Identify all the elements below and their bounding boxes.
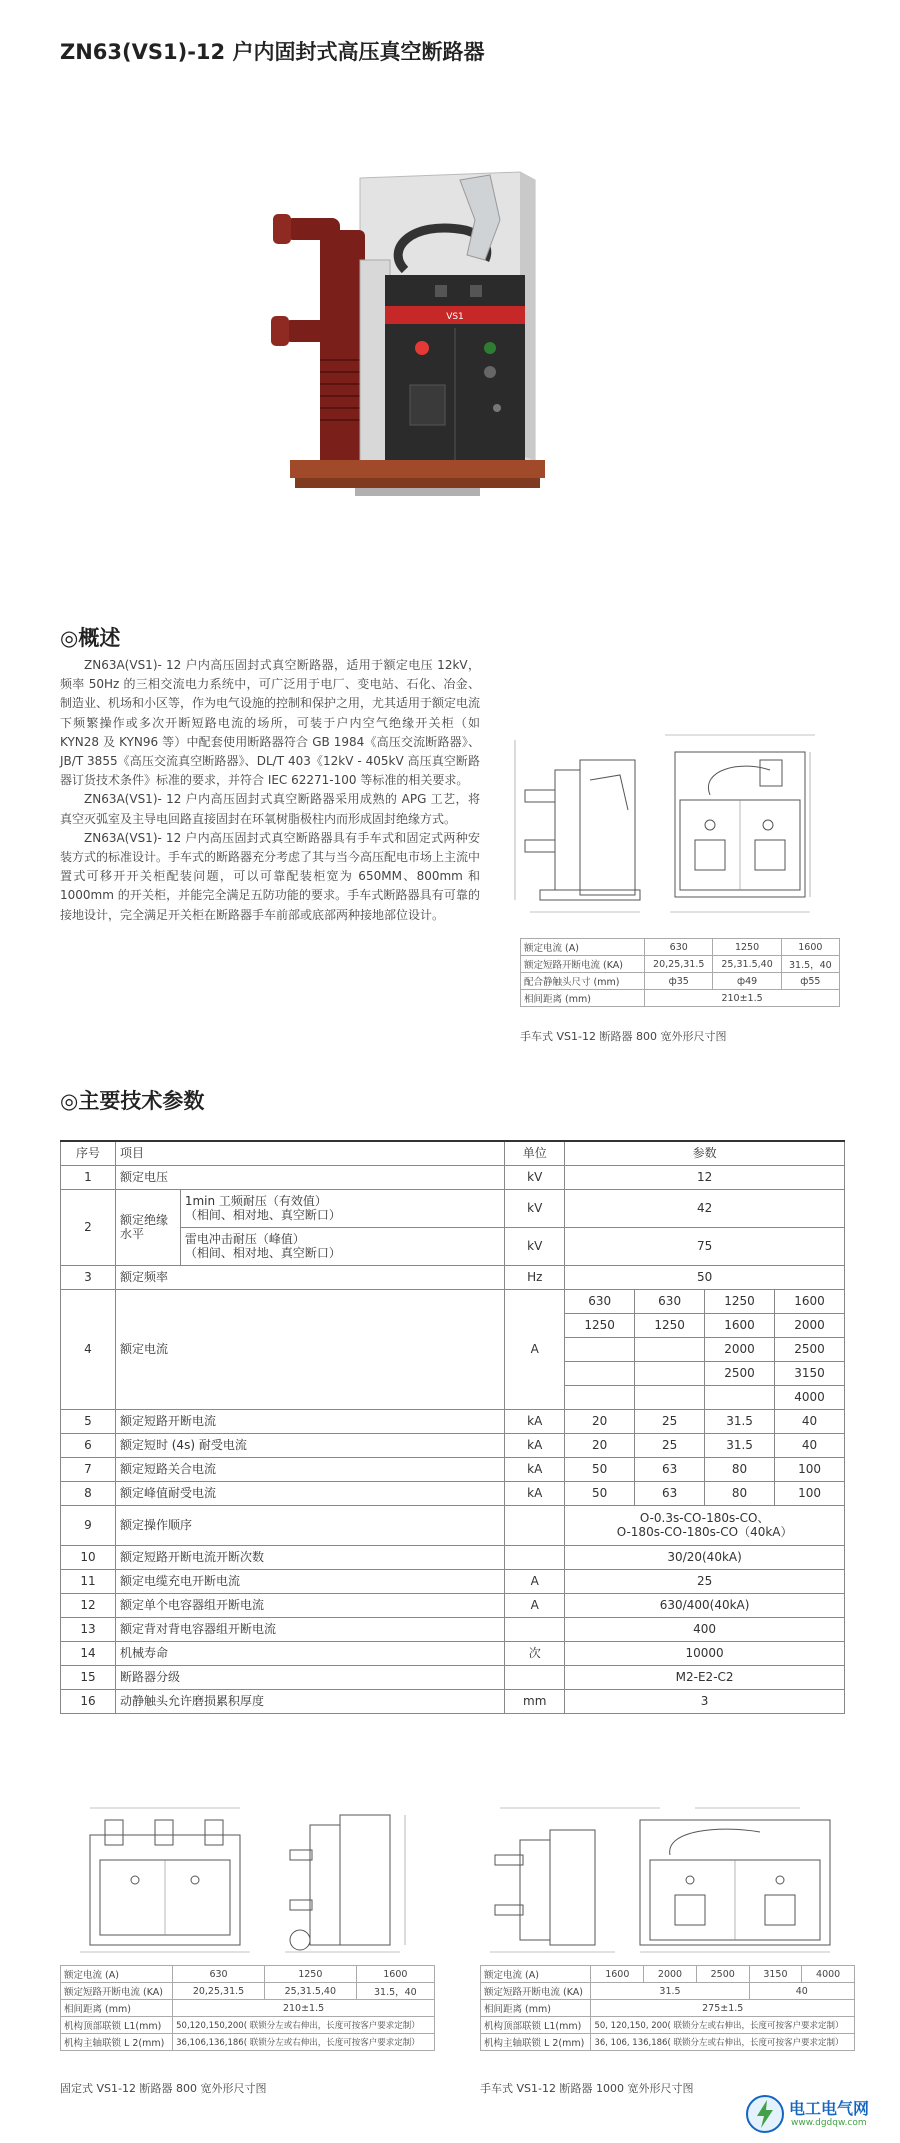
cell: 1 xyxy=(61,1165,116,1189)
cell: 63 xyxy=(635,1457,705,1481)
cell: 2 xyxy=(61,1189,116,1265)
cell: 额定操作顺序 xyxy=(115,1505,504,1545)
table-row xyxy=(521,990,840,1007)
cell: 机构主轴联锁 L 2(mm) xyxy=(61,2034,173,2051)
cell: 额定短路开断电流开断次数 xyxy=(115,1545,504,1569)
cell: 10000 xyxy=(565,1641,845,1665)
cell xyxy=(505,1505,565,1545)
cell: 4000 xyxy=(775,1385,845,1409)
cell: 4000 xyxy=(802,1966,855,1983)
cell: 75 xyxy=(565,1227,845,1265)
cell: 1250 xyxy=(713,939,781,956)
cell: 相间距离 (mm) xyxy=(61,2000,173,2017)
cell: 2500 xyxy=(775,1337,845,1361)
cell: 机构主轴联锁 L 2(mm) xyxy=(481,2034,591,2051)
cell: 400 xyxy=(565,1617,845,1641)
cell: 额定短路关合电流 xyxy=(115,1457,504,1481)
fixed-800-drawing xyxy=(60,1800,440,1960)
cell xyxy=(505,1665,565,1689)
cell: 3 xyxy=(61,1265,116,1289)
cell: 100 xyxy=(775,1481,845,1505)
cell: 额定电流 (A) xyxy=(61,1966,173,1983)
cell: 50 xyxy=(565,1457,635,1481)
cell: 额定短时 (4s) 耐受电流 xyxy=(115,1433,504,1457)
cell: 210±1.5 xyxy=(173,2000,435,2017)
cell: 31.5 xyxy=(591,1983,749,2000)
watermark-logo xyxy=(745,2090,895,2140)
cell: 25,31.5,40 xyxy=(264,1983,356,2000)
cell: 31.5 xyxy=(705,1433,775,1457)
cell: M2-E2-C2 xyxy=(565,1665,845,1689)
cell: 2000 xyxy=(775,1313,845,1337)
cell: 14 xyxy=(61,1641,116,1665)
panel-label: VS1 xyxy=(446,312,464,322)
cell xyxy=(565,1505,845,1545)
cell xyxy=(635,1337,705,1361)
cell xyxy=(180,1189,504,1227)
cell: 1600 xyxy=(705,1313,775,1337)
cell: 动静触头允许磨损累积厚度 xyxy=(115,1689,504,1713)
trolley-800-drawing xyxy=(510,730,830,925)
table-row xyxy=(521,939,840,956)
cell: 7 xyxy=(61,1457,116,1481)
cell: 2000 xyxy=(705,1337,775,1361)
cell: A xyxy=(505,1289,565,1409)
cell: 3 xyxy=(565,1689,845,1713)
table-row xyxy=(61,1265,845,1289)
specs-table xyxy=(60,1140,845,1714)
cell: 配合静触头尺寸 (mm) xyxy=(521,973,645,990)
cell: 3150 xyxy=(775,1361,845,1385)
cell: 50, 120,150, 200( 联锁分左或右伸出，长度可按客户要求定制） xyxy=(591,2017,855,2034)
cell: 50 xyxy=(565,1481,635,1505)
cell: Hz xyxy=(505,1265,565,1289)
trolley-1000-drawing xyxy=(480,1800,850,1960)
cell-line: （相间、相对地、真空断口） xyxy=(184,1246,341,1260)
cell: 20,25,31.5 xyxy=(173,1983,265,2000)
cell xyxy=(635,1385,705,1409)
cell: kA xyxy=(505,1409,565,1433)
table-row xyxy=(481,2034,855,2051)
overview-paragraph-2: ZN63A(VS1)- 12 户内高压固封式真空断路器采用成熟的 APG 工艺，将真空灭弧室及主导电回路直接固封在环氧树脂极柱内而形成固封绝缘方式。 xyxy=(60,792,480,826)
cell: 210±1.5 xyxy=(645,990,840,1007)
cell: mm xyxy=(505,1689,565,1713)
cell: 6 xyxy=(61,1433,116,1457)
cell: 相间距离 (mm) xyxy=(521,990,645,1007)
table-row xyxy=(61,1617,845,1641)
cell: 额定峰值耐受电流 xyxy=(115,1481,504,1505)
cell xyxy=(705,1385,775,1409)
cell: 5 xyxy=(61,1409,116,1433)
cell: kA xyxy=(505,1457,565,1481)
table-row xyxy=(61,1983,435,2000)
table-row xyxy=(61,1457,845,1481)
cell: 630 xyxy=(173,1966,265,1983)
cell: 100 xyxy=(775,1457,845,1481)
cell xyxy=(180,1227,504,1265)
cell: 2500 xyxy=(696,1966,749,1983)
cell xyxy=(565,1361,635,1385)
cell: kV xyxy=(505,1189,565,1227)
cell: 40 xyxy=(749,1983,854,2000)
cell: 275±1.5 xyxy=(591,2000,855,2017)
overview-text xyxy=(60,656,480,925)
cell: 80 xyxy=(705,1481,775,1505)
cell xyxy=(505,1617,565,1641)
cell: 8 xyxy=(61,1481,116,1505)
cell: 20 xyxy=(565,1433,635,1457)
cell: 2000 xyxy=(644,1966,697,1983)
cell: 2500 xyxy=(705,1361,775,1385)
cell: A xyxy=(505,1569,565,1593)
fixed-800-table xyxy=(60,1965,435,2051)
overview-paragraph-1: ZN63A(VS1)- 12 户内高压固封式真空断路器，适用于额定电压 12kV，频率 50Hz 的三相交流电力系统中，可广泛用于电厂、变电站、石化、冶金、制造业、机场和小区等，作为电气设施的控制和保护之用，尤其适用于额定电流下频繁操作或多次开断短路电流的场所，可装于户内空气绝缘开关柜（如 KYN28 及 KYN96 等）中配套使用断路器符合 GB 1984《高压交流断路器》、JB/T 3855《高压交流真空断路器》、DL/T 403《12kV - 405kV 高压真空断路器订货技术条件》标准的要求，并符合 IEC 62271-100 等标准的相关要求。 xyxy=(60,658,481,788)
cell: 630 xyxy=(645,939,713,956)
cell: 15 xyxy=(61,1665,116,1689)
cell: 1250 xyxy=(635,1313,705,1337)
cell: 13 xyxy=(61,1617,116,1641)
trolley-800-table xyxy=(520,938,840,1007)
table-row xyxy=(61,1545,845,1569)
cell: 额定电缆充电开断电流 xyxy=(115,1569,504,1593)
cell: 25 xyxy=(635,1409,705,1433)
cell: 40 xyxy=(775,1433,845,1457)
table-row xyxy=(61,1593,845,1617)
table-row xyxy=(521,956,840,973)
cell: 机构顶部联锁 L1(mm) xyxy=(61,2017,173,2034)
product-photo xyxy=(235,160,585,540)
trolley-1000-table xyxy=(480,1965,855,2051)
col-header-value: 参数 xyxy=(565,1141,845,1165)
cell: 1250 xyxy=(264,1966,356,1983)
lightning-icon xyxy=(745,2094,785,2134)
overview-heading: ◎概述 xyxy=(60,626,121,650)
cell: kA xyxy=(505,1433,565,1457)
cell: 36,106,136,186( 联锁分左或右伸出，长度可按客户要求定制） xyxy=(173,2034,435,2051)
trolley-1000-caption: 手车式 VS1-12 断路器 1000 宽外形尺寸图 xyxy=(480,2082,694,2095)
cell: A xyxy=(505,1593,565,1617)
cell: 30/20(40kA) xyxy=(565,1545,845,1569)
cell: 12 xyxy=(61,1593,116,1617)
cell: 42 xyxy=(565,1189,845,1227)
cell: 额定电流 (A) xyxy=(481,1966,591,1983)
cell: 1600 xyxy=(775,1289,845,1313)
cell: ф35 xyxy=(645,973,713,990)
cell: 3150 xyxy=(749,1966,802,1983)
cell: 相间距离 (mm) xyxy=(481,2000,591,2017)
cell: 20,25,31.5 xyxy=(645,956,713,973)
table-row xyxy=(61,2034,435,2051)
cell-line: （相间、相对地、真空断口） xyxy=(184,1208,341,1222)
cell: 额定短路开断电流 xyxy=(115,1409,504,1433)
cell: 50,120,150,200( 联锁分左或右伸出，长度可按客户要求定制） xyxy=(173,2017,435,2034)
trolley-800-caption: 手车式 VS1-12 断路器 800 宽外形尺寸图 xyxy=(520,1030,727,1043)
cell: 31.5，40 xyxy=(781,956,839,973)
cell xyxy=(505,1545,565,1569)
watermark-name: 电工电气网 xyxy=(789,2099,870,2118)
table-row xyxy=(61,1689,845,1713)
cell: 9 xyxy=(61,1505,116,1545)
cell: kA xyxy=(505,1481,565,1505)
cell: kV xyxy=(505,1227,565,1265)
cell: 额定电压 xyxy=(115,1165,504,1189)
table-row xyxy=(61,1409,845,1433)
table-row xyxy=(61,1641,845,1665)
cell: 36, 106, 136,186( 联锁分左或右伸出，长度可按客户要求定制） xyxy=(591,2034,855,2051)
table-row xyxy=(481,2000,855,2017)
table-row xyxy=(61,1433,845,1457)
cell: 次 xyxy=(505,1641,565,1665)
cell: 1250 xyxy=(565,1313,635,1337)
cell: 额定频率 xyxy=(115,1265,504,1289)
cell: 额定背对背电容器组开断电流 xyxy=(115,1617,504,1641)
cell: 11 xyxy=(61,1569,116,1593)
table-row xyxy=(61,1569,845,1593)
table-row xyxy=(61,1505,845,1545)
cell: 额定短路开断电流 (KA) xyxy=(481,1983,591,2000)
cell xyxy=(565,1337,635,1361)
table-row xyxy=(481,1966,855,1983)
cell-line: 1min 工频耐压（有效值） xyxy=(184,1194,327,1208)
cell-line: 雷电冲击耐压（峰值） xyxy=(184,1232,305,1246)
fixed-800-caption: 固定式 VS1-12 断路器 800 宽外形尺寸图 xyxy=(60,2082,267,2095)
specs-heading: ◎主要技术参数 xyxy=(60,1089,205,1113)
table-row xyxy=(61,1289,845,1313)
cell: 断路器分级 xyxy=(115,1665,504,1689)
cell: 25,31.5,40 xyxy=(713,956,781,973)
cell: 机构顶部联锁 L1(mm) xyxy=(481,2017,591,2034)
cell: 630/400(40kA) xyxy=(565,1593,845,1617)
table-header-row xyxy=(61,1141,845,1165)
table-row xyxy=(61,1481,845,1505)
table-row xyxy=(481,1983,855,2000)
table-row xyxy=(61,1665,845,1689)
cell: 40 xyxy=(775,1409,845,1433)
cell: 4 xyxy=(61,1289,116,1409)
cell: 1250 xyxy=(705,1289,775,1313)
cell: 25 xyxy=(565,1569,845,1593)
page-title: ZN63(VS1)-12 户内固封式高压真空断路器 xyxy=(60,40,485,64)
cell: 10 xyxy=(61,1545,116,1569)
col-header-item: 项目 xyxy=(115,1141,504,1165)
cell: ф49 xyxy=(713,973,781,990)
cell: 额定短路开断电流 (KA) xyxy=(521,956,645,973)
cell: 63 xyxy=(635,1481,705,1505)
cell: 20 xyxy=(565,1409,635,1433)
table-row xyxy=(61,2000,435,2017)
cell: 额定电流 xyxy=(115,1289,504,1409)
table-row xyxy=(61,2017,435,2034)
cell: 80 xyxy=(705,1457,775,1481)
cell: 1600 xyxy=(781,939,839,956)
cell: 16 xyxy=(61,1689,116,1713)
cell: 额定绝缘水平 xyxy=(115,1189,180,1265)
cell: 1600 xyxy=(356,1966,434,1983)
cell: 25 xyxy=(635,1433,705,1457)
table-row xyxy=(481,2017,855,2034)
cell: 机械寿命 xyxy=(115,1641,504,1665)
cell: 50 xyxy=(565,1265,845,1289)
cell: 1600 xyxy=(591,1966,644,1983)
cell xyxy=(635,1361,705,1385)
cell: ф55 xyxy=(781,973,839,990)
cell: 31.5，40 xyxy=(356,1983,434,2000)
table-row xyxy=(61,1165,845,1189)
table-row xyxy=(61,1189,845,1227)
table-row xyxy=(521,973,840,990)
cell: 630 xyxy=(635,1289,705,1313)
cell xyxy=(565,1385,635,1409)
cell: 31.5 xyxy=(705,1409,775,1433)
cell: 12 xyxy=(565,1165,845,1189)
cell: kV xyxy=(505,1165,565,1189)
col-header-no: 序号 xyxy=(61,1141,116,1165)
col-header-unit: 单位 xyxy=(505,1141,565,1165)
cell: 额定短路开断电流 (KA) xyxy=(61,1983,173,2000)
cell: 630 xyxy=(565,1289,635,1313)
cell: 额定电流 (A) xyxy=(521,939,645,956)
overview-paragraph-3: ZN63A(VS1)- 12 户内高压固封式真空断路器具有手车式和固定式两种安装方式的标准设计。手车式的断路器充分考虑了其与当今高压配电市场上主流中置式可移开开关柜配装问题，可以可靠配装柜宽为 650MM、800mm 和 1000mm 的开关柜，并能完全满足五防功能的要求。手车式断路器具有可靠的接地设计，完全满足开关柜在断路器手车前部或底部两种接地部位设计。 xyxy=(60,830,481,922)
cell-line: O-180s-CO-180s-CO（40kA） xyxy=(616,1525,793,1539)
cell-line: O-0.3s-CO-180s-CO、 xyxy=(639,1511,770,1525)
cell: 额定单个电容器组开断电流 xyxy=(115,1593,504,1617)
watermark-url: www.dgdqw.com xyxy=(791,2118,867,2128)
table-row xyxy=(61,1966,435,1983)
